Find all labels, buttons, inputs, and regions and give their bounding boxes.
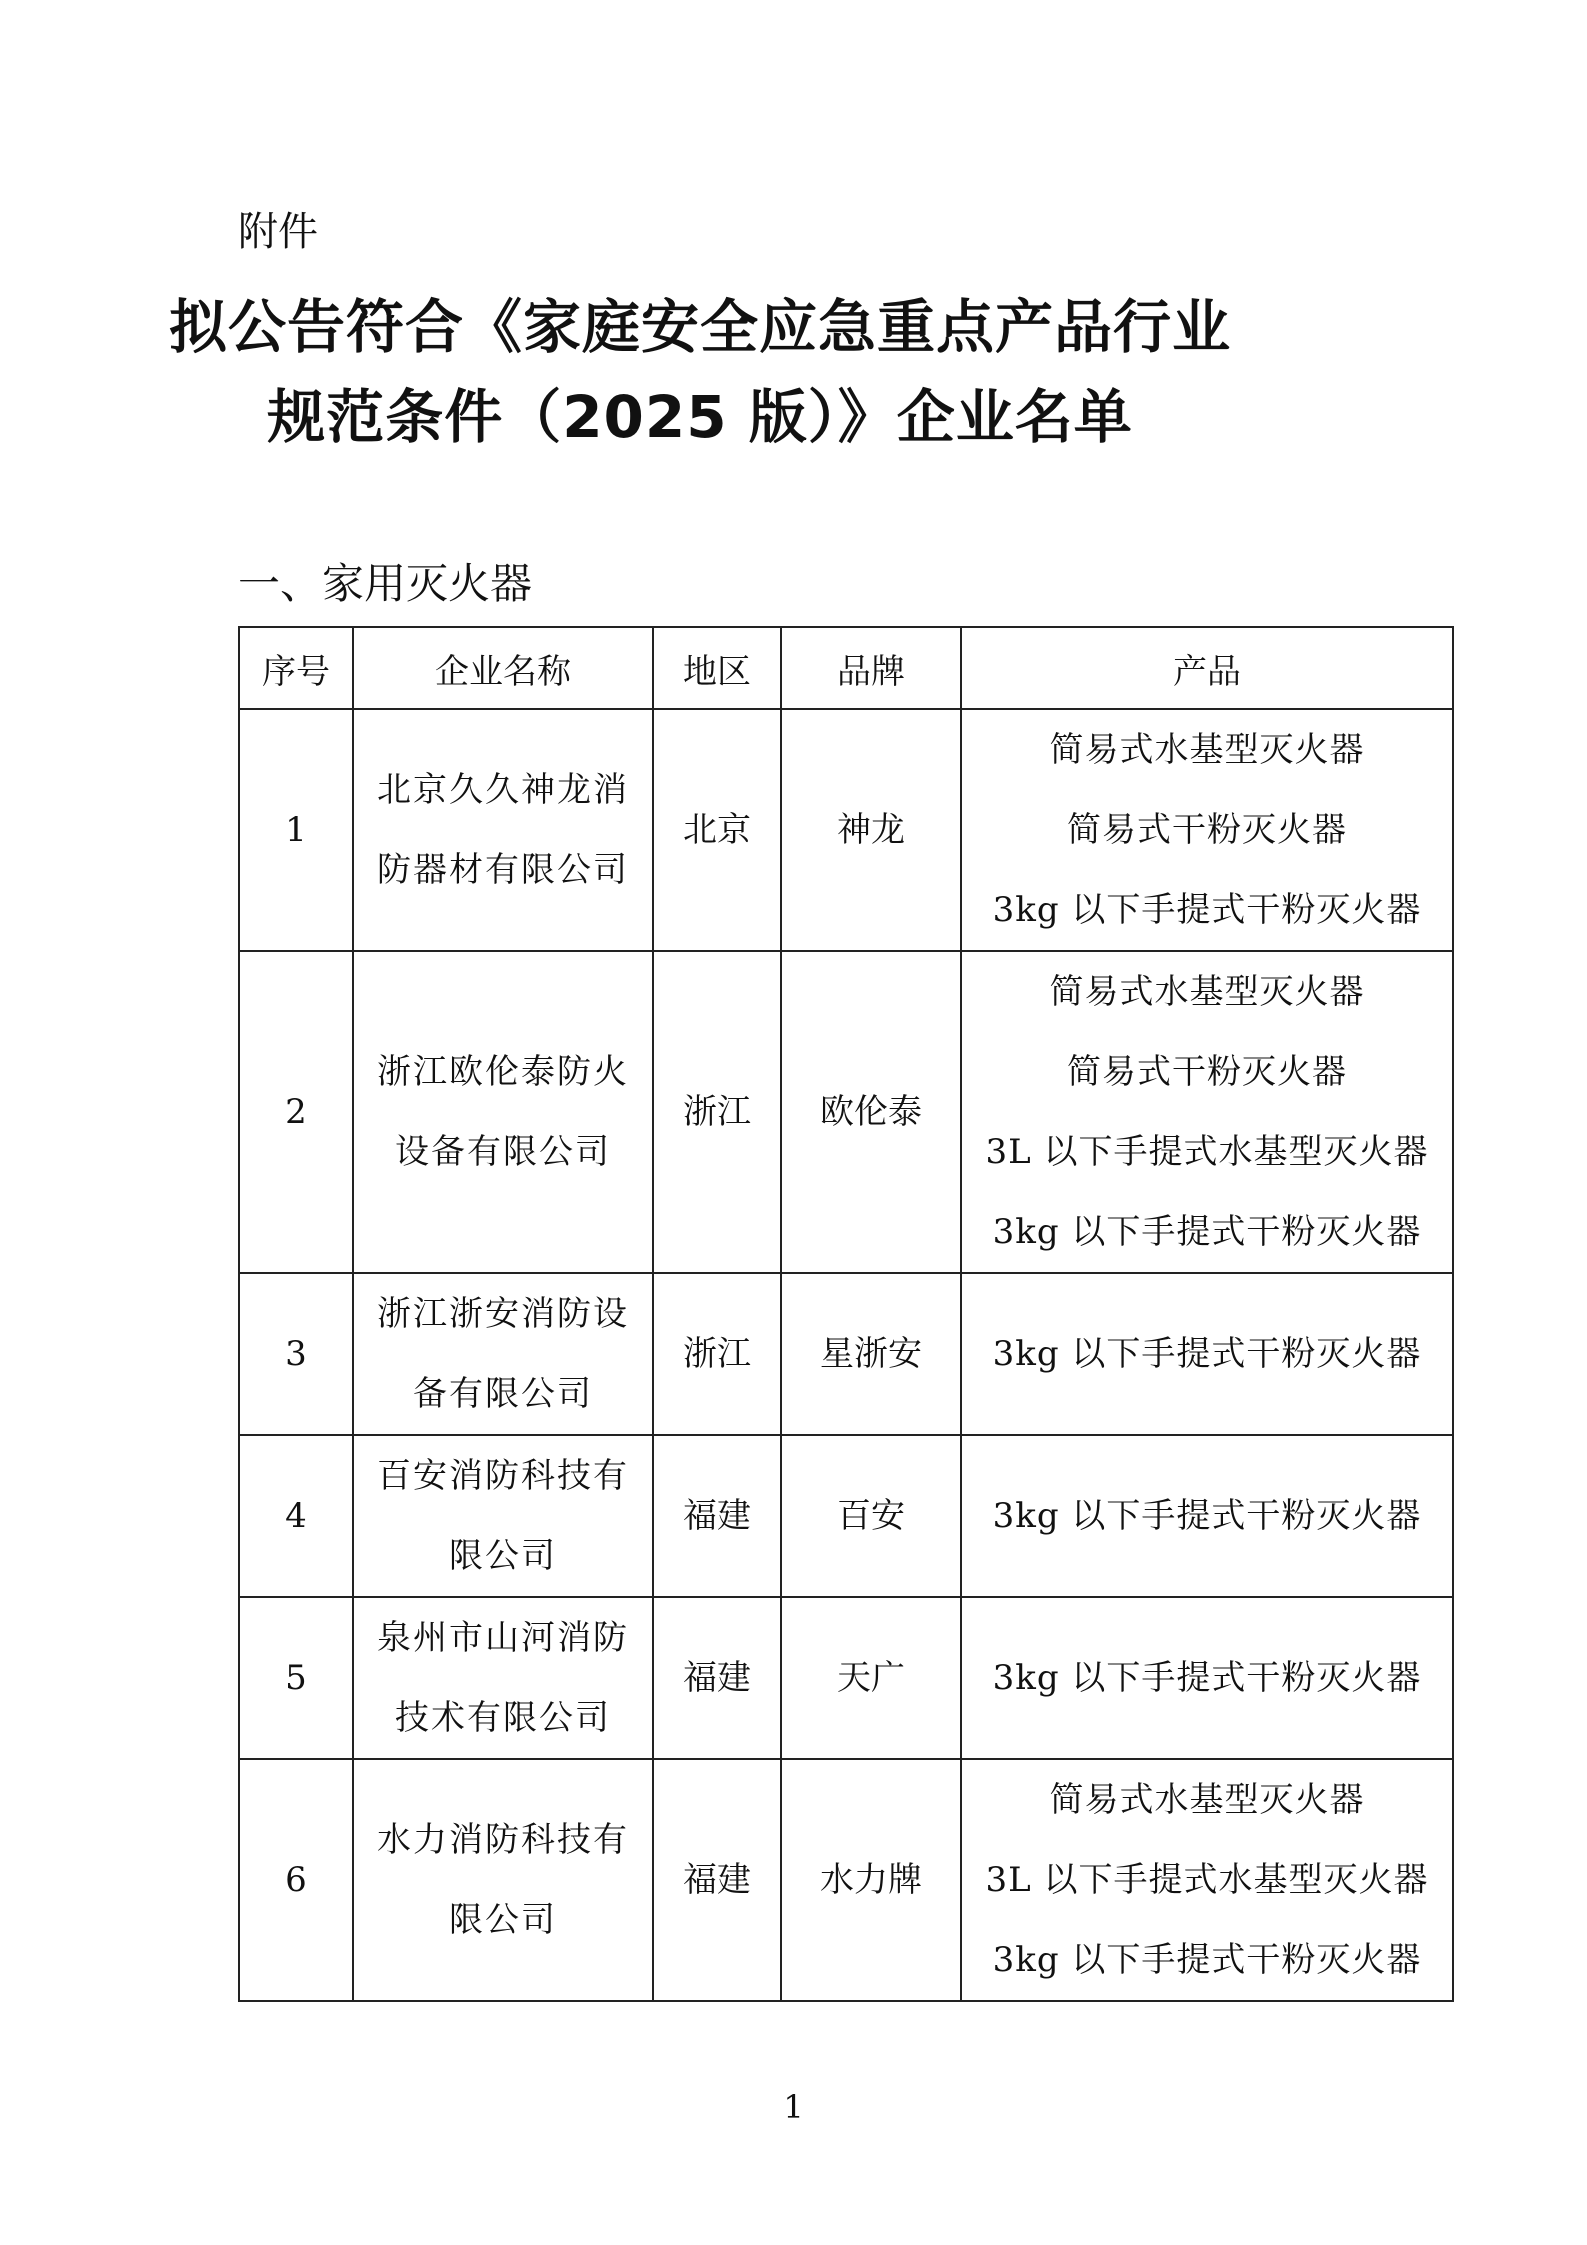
product-item: 3kg 以下手提式干粉灭火器 (992, 1212, 1422, 1252)
header-region: 地区 (653, 627, 781, 709)
product-item: 简易式干粉灭火器 (1067, 1052, 1347, 1092)
table-row (239, 709, 1453, 951)
row-number: 6 (239, 1759, 353, 2001)
header-no: 序号 (239, 627, 353, 709)
brand: 神龙 (781, 709, 961, 951)
product-item: 3kg 以下手提式干粉灭火器 (992, 1658, 1422, 1698)
table-row (239, 1435, 1453, 1597)
company-name: 泉州市山河消防技术有限公司 (353, 1597, 653, 1759)
products-cell (961, 1273, 1453, 1435)
product-item: 3kg 以下手提式干粉灭火器 (992, 890, 1422, 930)
table-row (239, 1759, 1453, 2001)
attachment-label: 附件 (238, 209, 318, 255)
company-name: 北京久久神龙消防器材有限公司 (353, 709, 653, 951)
row-number: 1 (239, 709, 353, 951)
table-row (239, 1597, 1453, 1759)
company-name: 百安消防科技有限公司 (353, 1435, 653, 1597)
product-item: 简易式干粉灭火器 (1067, 810, 1347, 850)
document-title (150, 282, 1250, 462)
brand: 天广 (781, 1597, 961, 1759)
region: 浙江 (653, 951, 781, 1273)
region: 福建 (653, 1597, 781, 1759)
company-name: 水力消防科技有限公司 (353, 1759, 653, 2001)
region: 福建 (653, 1759, 781, 2001)
header-brand: 品牌 (781, 627, 961, 709)
company-name: 浙江浙安消防设备有限公司 (353, 1273, 653, 1435)
section-heading: 一、家用灭火器 (238, 559, 533, 608)
table-header-row (239, 627, 1453, 709)
row-number: 4 (239, 1435, 353, 1597)
product-item: 3L 以下手提式水基型灭火器 (985, 1860, 1429, 1900)
title-line-1: 拟公告符合《家庭安全应急重点产品行业 (168, 293, 1231, 361)
title-line-2: 规范条件（2025 版）》企业名单 (267, 383, 1133, 451)
products-cell (961, 1435, 1453, 1597)
brand: 水力牌 (781, 1759, 961, 2001)
region: 浙江 (653, 1273, 781, 1435)
product-item: 简易式水基型灭火器 (1049, 1780, 1365, 1820)
brand: 星浙安 (781, 1273, 961, 1435)
products-cell (961, 709, 1453, 951)
row-number: 5 (239, 1597, 353, 1759)
table-row (239, 951, 1453, 1273)
product-item: 简易式水基型灭火器 (1049, 730, 1365, 770)
brand: 欧伦泰 (781, 951, 961, 1273)
table-row (239, 1273, 1453, 1435)
page-number: 1 (783, 2088, 804, 2126)
products-cell (961, 951, 1453, 1273)
header-products: 产品 (961, 627, 1453, 709)
product-item: 3kg 以下手提式干粉灭火器 (992, 1940, 1422, 1980)
company-name: 浙江欧伦泰防火设备有限公司 (353, 951, 653, 1273)
products-cell (961, 1597, 1453, 1759)
enterprise-table (238, 626, 1454, 2002)
product-item: 3kg 以下手提式干粉灭火器 (992, 1496, 1422, 1536)
product-item: 3kg 以下手提式干粉灭火器 (992, 1334, 1422, 1374)
row-number: 2 (239, 951, 353, 1273)
product-item: 简易式水基型灭火器 (1049, 972, 1365, 1012)
products-cell (961, 1759, 1453, 2001)
region: 福建 (653, 1435, 781, 1597)
product-item: 3L 以下手提式水基型灭火器 (985, 1132, 1429, 1172)
table-body (239, 709, 1453, 2001)
row-number: 3 (239, 1273, 353, 1435)
brand: 百安 (781, 1435, 961, 1597)
region: 北京 (653, 709, 781, 951)
header-company: 企业名称 (353, 627, 653, 709)
